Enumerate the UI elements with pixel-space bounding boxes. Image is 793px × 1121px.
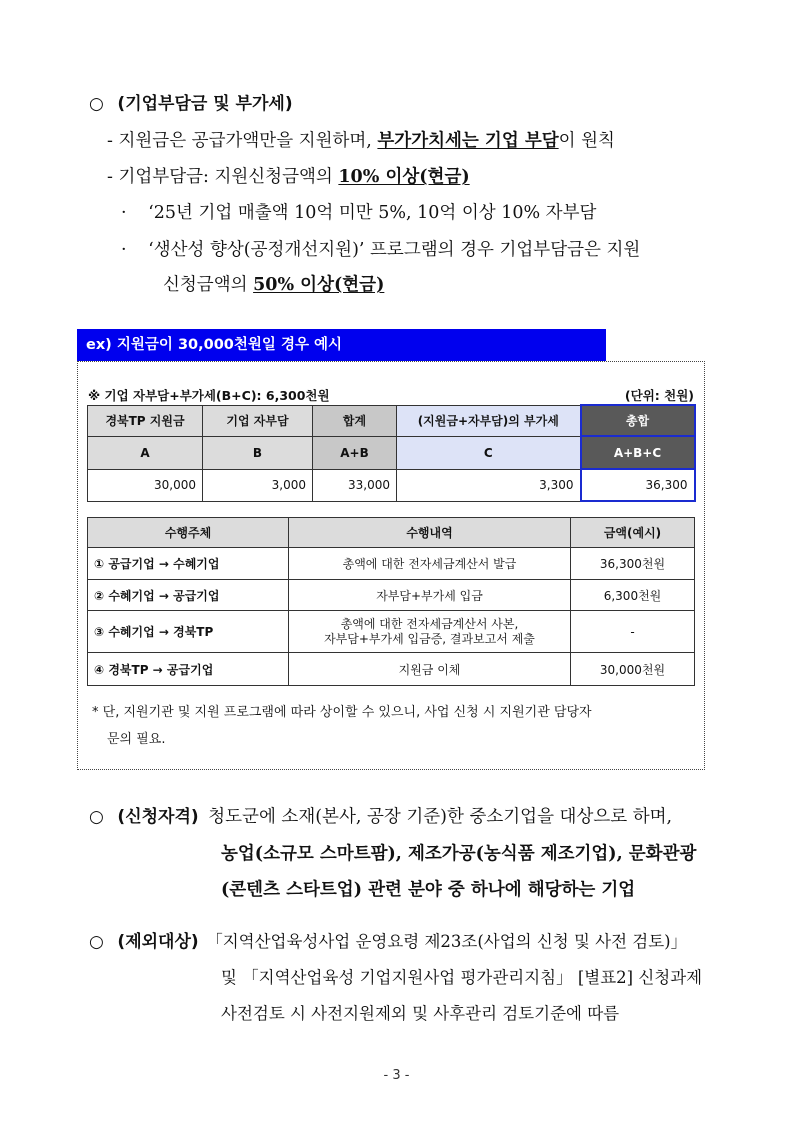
row4-task: 지원금 이체 [289,653,571,686]
emphasis-50pct: 50% 이상(현금) [253,275,385,295]
example-summary: ※ 기업 자부담+부가세(B+C): 6,300천원 [88,388,330,403]
dot-bullet: · [121,203,127,223]
section3-line-3: 사전검토 시 사전지원제외 및 사후관리 검토기준에 따름 [221,1004,620,1023]
section1-subitem-2: · ‘생산성 향상(공정개선지원)’ 프로그램의 경우 기업부담금은 지원 [121,240,641,260]
section1-subitem-2-cont: 신청금액의 50% 이상(현금) [163,275,385,295]
value-abc: 36,300 [581,469,695,501]
value-b: 3,000 [203,469,313,501]
row1-amount: 36,300천원 [571,548,695,580]
header-task: 수행내역 [289,518,571,548]
value-a: 30,000 [88,469,203,501]
section3-line-1: ○ (제외대상) 「지역산업육성사업 운영요령 제23조(사업의 신청 및 사전 검토)」 [89,932,688,952]
section1-item-2: - 기업부담금: 지원신청금액의 10% 이상(현금) [107,167,470,187]
section1-heading-line [89,92,293,116]
row4-actor: ④ 경북TP → 공급기업 [88,653,289,686]
row1-task: 총액에 대한 전자세금계산서 발급 [289,548,571,580]
section1-subitem-1: · ‘25년 기업 매출액 10억 미만 5%, 10억 이상 10% 자부담 [121,203,597,223]
section3-heading: (제외대상) [117,932,199,952]
dot-bullet: · [121,240,127,260]
section2-line-1: ○ (신청자격) 청도군에 소재(본사, 공장 기준)한 중소기업을 대상으로 하며, [89,807,673,827]
row2-actor: ② 수혜기업 → 공급기업 [88,580,289,611]
cost-table [87,404,696,502]
emphasis-vat: 부가가치세는 기업 부담 [377,131,559,151]
header-total: 총합 [581,405,695,436]
value-c: 3,300 [397,469,581,501]
code-b: B [203,436,313,469]
header-amount: 금액(예시) [571,518,695,548]
header-actor: 수행주체 [88,518,289,548]
header-vat: (지원금+자부담)의 부가세 [397,405,581,436]
note-line-1: * 단, 지원기관 및 지원 프로그램에 따라 상이할 수 있으니, 사업 신청 시 지원기관 담당자 [92,705,592,720]
section2-line-2: 농업(소규모 스마트팜), 제조가공(농식품 제조기업), 문화관광 [221,844,697,864]
row3-amount: - [571,611,695,653]
section3-line-2: 및 「지역산업육성 기업지원사업 평가관리지침」 [별표2] 신청과제 [221,968,703,987]
section2-heading: (신청자격) [117,807,199,827]
value-ab: 33,000 [313,469,397,501]
note-line-2: 문의 필요. [107,732,166,747]
header-self-pay: 기업 자부담 [203,405,313,436]
section1-item-1: - 지원금은 공급가액만을 지원하며, 부가가치세는 기업 부담이 원칙 [107,131,615,151]
circle-bullet: ○ [89,932,104,952]
flow-table [87,517,695,686]
row1-actor: ① 공급기업 → 수혜기업 [88,548,289,580]
circle-bullet: ○ [89,94,104,114]
row3-actor: ③ 수혜기업 → 경북TP [88,611,289,653]
section1-heading: (기업부담금 및 부가세) [117,94,293,114]
example-header: ex) 지원금이 30,000천원일 경우 예시 [77,329,606,361]
page-number: - 3 - [383,1068,410,1083]
code-abc: A+B+C [581,436,695,469]
row2-amount: 6,300천원 [571,580,695,611]
header-sum: 합계 [313,405,397,436]
unit-label: (단위: 천원) [624,388,694,403]
section2-line-3: (콘텐츠 스타트업) 관련 분야 중 하나에 해당하는 기업 [221,880,636,900]
emphasis-10pct: 10% 이상(현금) [338,167,470,187]
code-c: C [397,436,581,469]
code-ab: A+B [313,436,397,469]
circle-bullet: ○ [89,807,104,827]
code-a: A [88,436,203,469]
row2-task: 자부담+부가세 입금 [289,580,571,611]
header-tp-grant: 경북TP 지원금 [88,405,203,436]
row3-task: 총액에 대한 전자세금계산서 사본, 자부담+부가세 입금증, 결과보고서 제출 [289,611,571,653]
row4-amount: 30,000천원 [571,653,695,686]
